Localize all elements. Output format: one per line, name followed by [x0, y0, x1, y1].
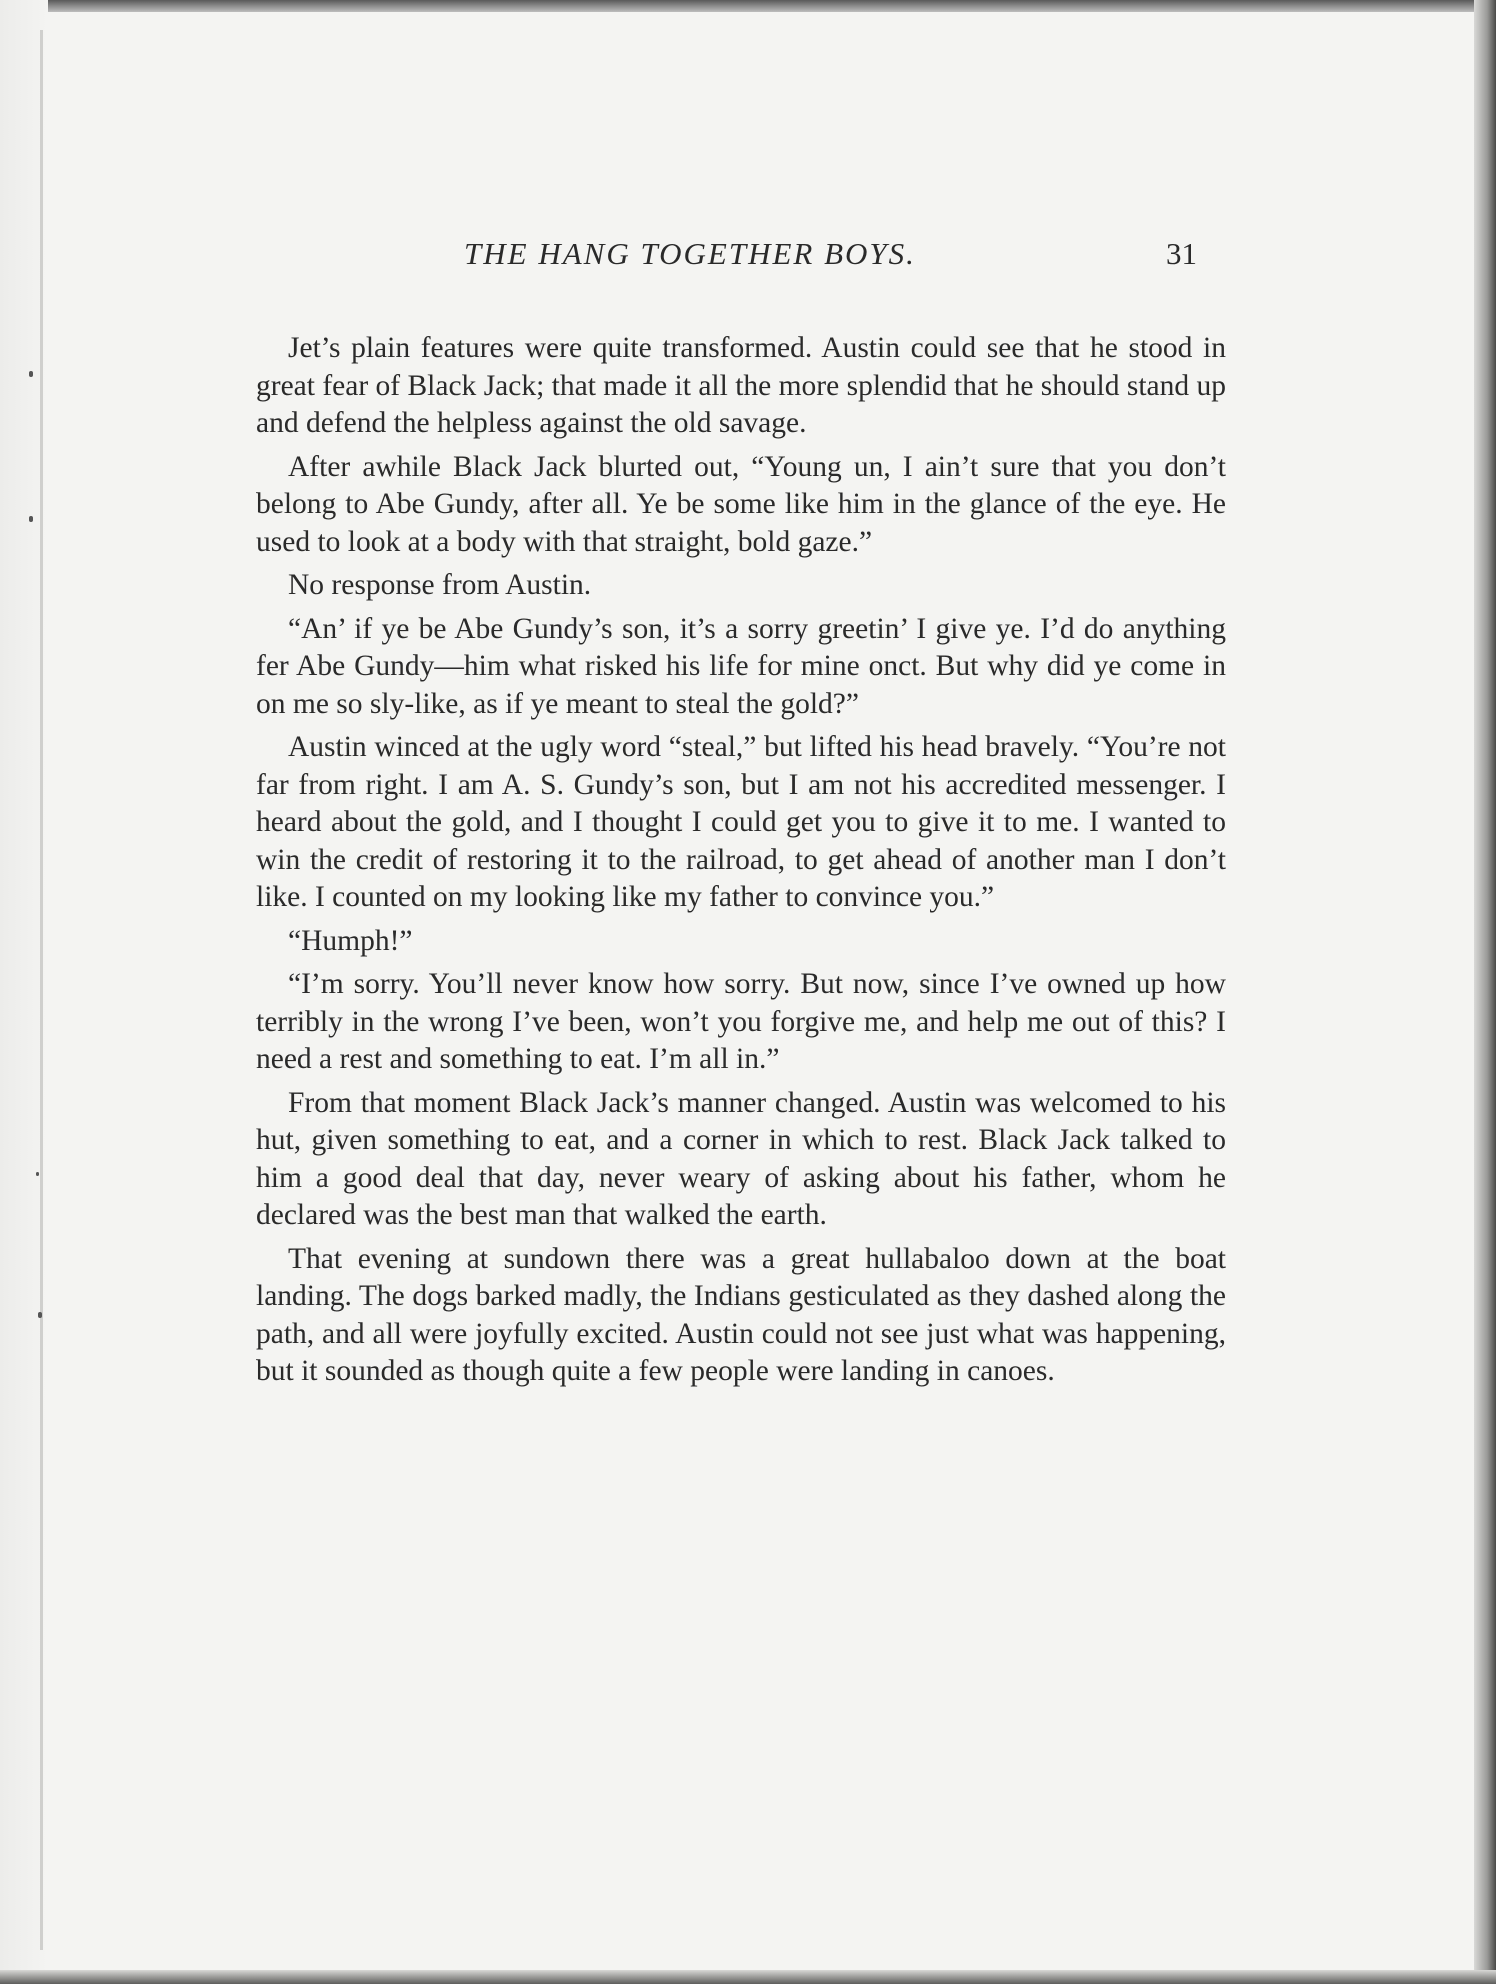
scan-speck [38, 1312, 42, 1318]
paragraph: “Humph!” [288, 924, 413, 957]
scan-top-edge [0, 0, 1496, 12]
gutter-line [40, 30, 43, 1950]
paragraph: No response from Austin. [288, 569, 592, 601]
paragraph: After awhile Black Jack blurted out, “Young un, I ain’t sure that you don’t belong to Abe Gundy, after all. Ye be some like him in the glance of the eye. He used to look at a body with that straight, bold gaze.” [256, 450, 1226, 558]
paragraph: “I’m sorry. You’ll never know how sorry. But now, since I’ve owned up how terribly in the wrong I’ve been, won’t you forgive me, and help me out of this? I need a rest and something to eat. I’m all in.” [256, 968, 1226, 1075]
text-block [256, 236, 1226, 1397]
running-head [256, 236, 1226, 284]
body-text [256, 330, 1226, 1391]
scan-speck [29, 371, 33, 377]
running-title: THE HANG TOGETHER BOYS. [464, 236, 916, 271]
paragraph: “An’ if ye be Abe Gundy’s son, it’s a sorry greetin’ I give ye. I’d do anything fer Abe Gundy—him what risked his life for mine onct. But why did ye come in on me so sly-like, as if ye meant to steal the gold?” [256, 612, 1226, 720]
scan-speck [36, 1172, 39, 1176]
scan-speck [29, 516, 33, 522]
page-right-edge [1474, 0, 1496, 1984]
paragraph: From that moment Black Jack’s manner changed. Austin was welcomed to his hut, given something to eat, and a corner in which to rest. Black Jack talked to him a good deal that day, never weary of asking about his father, whom he declared was the best man that walked the earth. [256, 1086, 1226, 1231]
scan-bottom-edge [0, 1970, 1496, 1984]
page-number: 31 [1166, 236, 1197, 271]
paragraph: That evening at sundown there was a great hullabaloo down at the boat landing. The dogs barked madly, the Indians gesticulated as they dashed along the path, and all were joyfully excited. Austin could not see just what was happening, but it sounded as though quite a few people were landing in canoes. [256, 1242, 1226, 1387]
paragraph: Austin winced at the ugly word “steal,” but lifted his head bravely. “You’re not far from right. I am A. S. Gundy’s son, but I am not his accredited messenger. I heard about the gold, and I thought I could get you to give it to me. I wanted to win the credit of restoring it to the railroad, to get ahead of another man I don’t like. I counted on my looking like my father to convince you.” [256, 731, 1226, 913]
paragraph: Jet’s plain features were quite transformed. Austin could see that he stood in great fear of Black Jack; that made it all the more splendid that he should stand up and defend the helpless against the old savage. [256, 332, 1226, 439]
